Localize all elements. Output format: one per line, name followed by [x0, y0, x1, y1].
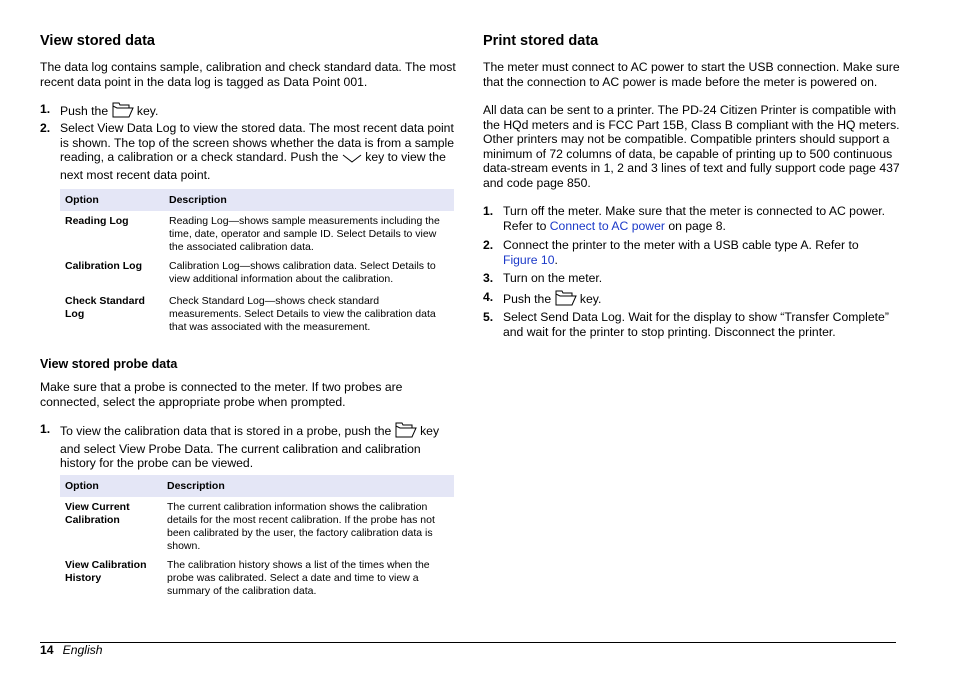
option-cell: Reading Log [65, 215, 129, 227]
step-number: 5. [483, 310, 494, 324]
step-text-end: key. [136, 104, 159, 118]
step-text: Turn off the meter. Make sure that the meter is connected to AC power. Refer to [503, 204, 886, 233]
step-number: 2. [40, 121, 51, 135]
section-heading-print-stored-data: Print stored data [483, 33, 599, 49]
step-number: 2. [483, 238, 494, 252]
table-header-row [60, 189, 454, 211]
description-cell: Check Standard Log—shows check standard measurements. Select Details to view the calibration data that was associated with the measurement. [169, 295, 436, 333]
footer [40, 643, 103, 657]
table-header-option: Option [60, 475, 162, 497]
step-text: Select View Data Log to view the stored data. The most recent data point is shown. The top of the screen shows whether the data is from a sample reading, a calibration or a check standard. Push the [60, 121, 455, 165]
folder-key-icon [555, 290, 577, 310]
step-text-end: key. [579, 292, 602, 306]
option-cell: View Calibration History [65, 559, 147, 584]
table-header-row [60, 475, 454, 497]
step-text: Turn on the meter. [503, 271, 603, 285]
down-arrow-key-icon [342, 153, 362, 168]
step-text-end: on page 8. [668, 218, 726, 233]
footer-divider [40, 642, 896, 643]
table-row [60, 260, 454, 295]
table-header-description: Description [164, 189, 454, 211]
table-row [60, 559, 454, 598]
print-para-2: All data can be sent to a printer. The PD-24 Citizen Printer is compatible with the HQd meters and is FCC Part 15B, Class B compliant with the HQ meters. Other printers may not be compatible. Compatible printers should support a minimum of 72 columns of data, be capable of printing up to 500 continuous data-stream events in 1, 2 and 3 lines of text and fully support code page 437 and code page 850. [483, 103, 900, 190]
description-cell: Calibration Log—shows calibration data. Select Details to view additional information about the calibration. [169, 260, 436, 285]
option-cell: View Current Calibration [65, 501, 130, 526]
data-log-options-table [60, 189, 454, 334]
step-number: 4. [483, 290, 494, 304]
subheading-view-stored-probe-data: View stored probe data [40, 357, 178, 371]
table-header-option: Option [60, 189, 164, 211]
probe-data-options-table [60, 475, 454, 598]
connect-to-ac-power-link[interactable]: Connect to AC power [549, 218, 665, 233]
step-text: Push the [60, 104, 109, 118]
step-text: Select Send Data Log. Wait for the display to show “Transfer Complete” and wait for the printer to stop printing. Disconnect the printer. [503, 310, 889, 339]
print-para-1: The meter must connect to AC power to start the USB connection. Make sure that the connection to AC power is made before the meter is powered on. [483, 60, 900, 89]
step-number: 1. [483, 204, 494, 218]
option-cell: Check Standard Log [65, 295, 145, 320]
table-row [60, 497, 454, 559]
step-text: To view the calibration data that is stored in a probe, push the [60, 424, 392, 438]
section-heading-view-stored-data: View stored data [40, 33, 155, 49]
step-text: Push the [503, 292, 552, 306]
description-cell: The current calibration information shows the calibration details for the most recent calibration. If the probe has not been calibrated by the user, the factory calibration data is shown. [167, 501, 435, 552]
option-cell: Calibration Log [65, 260, 142, 272]
view-stored-data-intro: The data log contains sample, calibration and check standard data. The most recent data point in the data log is tagged as Data Point 001. [40, 60, 456, 89]
step-text-end: . [554, 252, 558, 267]
folder-key-icon [395, 422, 417, 442]
step-text-end: key to view the next most recent data point. [60, 150, 446, 182]
step-text: Connect the printer to the meter with a USB cable type A. Refer to [503, 238, 859, 252]
table-header-description: Description [162, 475, 454, 497]
step-number: 1. [40, 102, 51, 116]
description-cell: The calibration history shows a list of the times when the probe was calibrated. Select a date and time to view a summary of the calibration data. [167, 559, 430, 597]
folder-key-icon [112, 102, 134, 122]
step-number: 3. [483, 271, 494, 285]
step-number: 1. [40, 422, 51, 436]
step-text-end: key and select View Probe Data. The current calibration and calibration history for the probe can be viewed. [60, 424, 440, 471]
table-row [60, 295, 454, 334]
figure-10-link[interactable]: Figure 10 [503, 252, 555, 267]
probe-intro: Make sure that a probe is connected to the meter. If two probes are connected, select the appropriate probe when prompted. [40, 380, 403, 409]
page-number: 14 [40, 643, 54, 657]
table-row [60, 211, 454, 260]
footer-language: English [62, 643, 103, 657]
description-cell: Reading Log—shows sample measurements including the time, date, operator and sample ID. Select Details to view the associated calibration data. [169, 215, 440, 253]
